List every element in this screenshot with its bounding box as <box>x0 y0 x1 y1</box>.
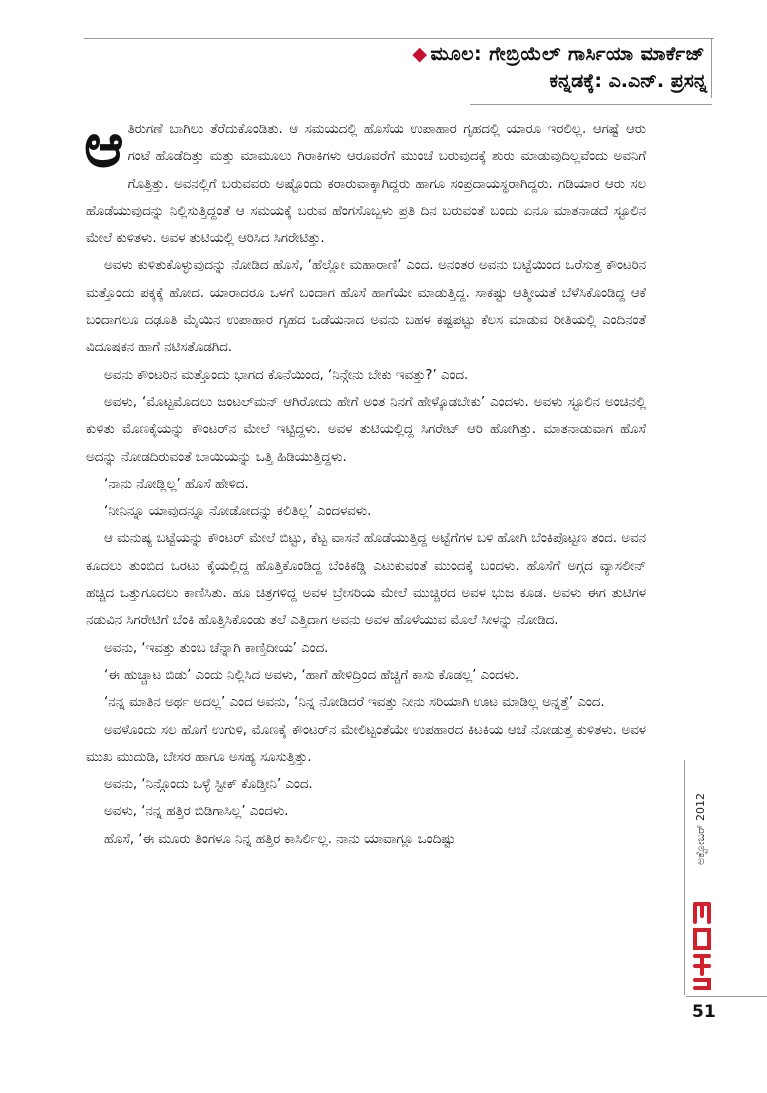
paragraph: ಹೊಸೆ, ‘ಈ ಮೂರು ತಿಂಗಳೂ ನಿನ್ನ ಹತ್ತಿರ ಕಾಸಿರ್ಲಿಲ್ಲ. ನಾನು ಯಾವಾಗ್ಲೂ ಒಂದಿಷ್ಟು <box>104 831 456 847</box>
sidebar-rule <box>684 760 685 995</box>
drop-cap: ಆ <box>84 111 124 181</box>
page-number: 51 <box>692 1002 716 1022</box>
paragraph: ಆ ಮನುಷ್ಯ ಬಟ್ಟೆಯನ್ನು ಕೌಂಟರ್ ಮೇಲೆ ಬಿಟ್ಟು, ಕೆಟ್ಟ ವಾಸನೆ ಹೊಡೆಯುತ್ತಿದ್ದ ಅಟ್ಟೆಗೆಗಳ ಬಳಿ ಹೋಗಿ ಬೆಂಕಿಪೊಟ್ಟಣ ತಂದ. ಅವನ ಕೂದಲು ತುಂಬಿದ ಒರಟು ಕೈಯಲ್ಲಿದ್ದ ಹೊತ್ತಿಕೊಂಡಿದ್ದ ಬೆಂಕಿಕಡ್ಡಿ ಎಟುಕುವಂತೆ ಮುಂದಕ್ಕೆ ಬಂದಳು. ಹೊಸೆಗೆ ಅಗ್ಗದ ವ್ಯಾಸಲೀನ್ ಹಚ್ಚಿದ ಒತ್ತುಗೂದಲು ಕಾಣಿಸಿತು. ಹೂ ಚಿತ್ರಗಳಿದ್ದ ಅವಳ ಬ್ರೇಸರಿಯ ಮೇಲೆ ಮುಚ್ಚಿರದ ಅವಳ ಭುಜ ಕೂಡ. ಅವಳು ಈಗ ತುಟಿಗಳ ನಡುವಿನ ಸಿಗರೇಟಿಗೆ ಬೆಂಕಿ ಹೊತ್ತಿಸಿಕೊಂಡು ತಲೆ ಎತ್ತಿದಾಗ ಅವನು ಅವಳ ಹೊಳೆಯುವ ಮೊಲೆ ಸೀಳನ್ನು ನೋಡಿದ. <box>86 531 646 629</box>
paragraph: ‘ನನ್ನ ಮಾತಿನ ಅರ್ಥ ಅದಲ್ಲ’ ಎಂದ ಅವನು, ‘ನಿನ್ನ ನೋಡಿದರೆ ಇವತ್ತು ನೀನು ಸರಿಯಾಗಿ ಊಟ ಮಾಡಿಲ್ಲ ಅನ್ನತ್ತೆ’ ಎಂದ. <box>104 695 605 711</box>
paragraph <box>84 111 646 252</box>
header-rule <box>84 38 714 39</box>
footer-rule <box>686 996 767 997</box>
diamond-bullet-icon: ◆ <box>412 43 428 65</box>
paragraph: ‘ನೀನಿನ್ನೂ ಯಾವುದನ್ನೂ ನೋಡೋದನ್ನು ಕಲಿತಿಲ್ಲ’ ಎಂದಳವಳು. <box>104 504 372 520</box>
magazine-logo <box>691 900 713 990</box>
issue-date: ಅಕ್ಟೋಬರ್ 2012 <box>694 793 707 865</box>
header-vertical-rule <box>711 38 712 98</box>
byline-rule <box>470 104 712 105</box>
paragraph: ಅವನು ಕೌಂಟರಿನ ಮತ್ತೊಂದು ಭಾಗದ ಕೊನೆಯಿಂದ, ‘ನಿನ್ಗೇನು ಬೇಕು ಇವತ್ತು?’ ಎಂದ. <box>104 367 469 383</box>
paragraph: ಅವನು, ‘ಇವತ್ತು ತುಂಬ ಚೆನ್ನಾಗಿ ಕಾಣ್ತಿದೀಯ’ ಎಂದ. <box>104 640 329 656</box>
paragraph: ಅವಳು, ‘ಮೊಟ್ಟಮೊದಲು ಜಂಟಲ್‌ಮನ್ ಆಗಿರೋದು ಹೇಗೆ ಅಂತ ನಿನಗೆ ಹೇಳ್ಕೊಡಬೇಕು’ ಎಂದಳು. ಅವಳು ಸ್ಟೂಲಿನ ಅಂಚಿನಲ್ಲಿ ಕುಳಿತು ಮೊಣಕೈಯನ್ನು ಕೌಂಟರ್‌ನ ಮೇಲೆ ಇಟ್ಟಿದ್ದಳು. ಅವಳ ತುಟಿಯಲ್ಲಿದ್ದ ಸಿಗರೇಟ್ ಆರಿ ಹೋಗಿತ್ತು. ಮಾತನಾಡುವಾಗ ಹೊಸೆ ಅದನ್ನು ನೋಡದಿರುವಂತೆ ಬಾಯಿಯನ್ನು ಒತ್ತಿ ಹಿಡಿಯುತ್ತಿದ್ದಳು. <box>86 394 646 465</box>
paragraph: ‘ಈ ಹುಚ್ಚಾಟ ಬಿಡು’ ಎಂದು ನಿಲ್ಲಿಸಿದ ಅವಳು, ‘ಹಾಗೆ ಹೇಳಿದ್ರಿಂದ ಹೆಚ್ಚಿಗೆ ಕಾಸು ಕೊಡಲ್ಲ’ ಎಂದಳು. <box>104 667 520 683</box>
paragraph-text: ತಿರುಗಣೆ ಬಾಗಿಲು ತೆರೆದುಕೊಂಡಿತು. ಆ ಸಮಯದಲ್ಲಿ ಹೊಸೆಯ ಉಪಾಹಾರ ಗೃಹದಲ್ಲಿ ಯಾರೂ ಇರಲಿಲ್ಲ. ಆಗಷ್ಟೆ ಆರು ಗಂಟೆ ಹೊಡೆದಿತ್ತು ಮತ್ತು ಮಾಮೂಲು ಗಿರಾಕಿಗಳು ಆರೂವರೆಗೆ ಮುಂಚೆ ಬರುವುದಕ್ಕೆ ಶುರು ಮಾಡುವುದಿಲ್ಲವೆಂದು ಅವನಿಗೆ ಗೊತ್ತಿತ್ತು. ಅವನಲ್ಲಿಗೆ ಬರುವವರು ಅಷ್ಟೊಂದು ಕರಾರುವಾಕ್ಕಾಗಿದ್ದರು ಹಾಗೂ ಸಂಪ್ರದಾಯಸ್ಥರಾಗಿದ್ದರು. ಗಡಿಯಾರ ಆರು ಸಲ ಹೊಡೆಯುವುದನ್ನು ನಿಲ್ಲಿಸುತ್ತಿದ್ದಂತೆ ಆ ಸಮಯಕ್ಕೆ ಬರುವ ಹೆಂಗಸೊಬ್ಬಳು ಪ್ರತಿ ದಿನ ಬರುವಂತೆ ಬಂದು ಏನೂ ಮಾತನಾಡದೆ ಸ್ಟೂಲಿನ ಮೇಲೆ ಕುಳಿತಳು. ಅವಳ ತುಟಿಯಲ್ಲಿ ಆರಿಸಿದ ಸಿಗರೇಟಿತ್ತು. <box>86 122 646 247</box>
translator-credit: ಕನ್ನಡಕ್ಕೆ: ಎ.ಎನ್. ಪ್ರಸನ್ನ <box>549 70 707 92</box>
article-body <box>84 111 646 853</box>
author-credit <box>412 43 705 65</box>
paragraph: ಅವಳು, ‘ನನ್ನ ಹತ್ತಿರ ಬಿಡಿಗಾಸಿಲ್ಲ’ ಎಂದಳು. <box>104 804 289 820</box>
paragraph: ಅವಳು ಕುಳಿತುಕೊಳ್ಳುವುದನ್ನು ನೋಡಿದ ಹೊಸೆ, ‘ಹೆಲ್ಲೋ ಮಹಾರಾಣಿ’ ಎಂದ. ಅನಂತರ ಅವನು ಬಟ್ಟೆಯಿಂದ ಒರೆಸುತ್ತ ಕೌಂಟರಿನ ಮತ್ತೊಂದು ಪಕ್ಕಕ್ಕೆ ಹೋದ. ಯಾರಾದರೂ ಒಳಗೆ ಬಂದಾಗ ಹೊಸೆ ಹಾಗೆಯೇ ಮಾಡುತ್ತಿದ್ದ. ಸಾಕಷ್ಟು ಆತ್ಮೀಯತೆ ಬೆಳೆಸಿಕೊಂಡಿದ್ದ ಆಕೆ ಬಂದಾಗಲೂ ದಢೂತಿ ಮೈಯಿನ ಉಪಾಹಾರ ಗೃಹದ ಒಡೆಯನಾದ ಅವನು ಬಹಳ ಕಷ್ಟಪಟ್ಟು ಕೆಲಸ ಮಾಡುವ ರೀತಿಯಲ್ಲಿ ಎಂದಿನಂತೆ ವಿದೂಷಕನ ಹಾಗೆ ನಟಿಸತೊಡಗಿದ. <box>86 258 646 356</box>
author-text: ಮೂಲ: ಗೇಬ್ರಿಯೆಲ್ ಗಾರ್ಸಿಯಾ ಮಾರ್ಕೆಜ್ <box>430 43 705 65</box>
paragraph: ಅವನು, ‘ನಿನ್ಗೊಂದು ಒಳ್ಳೆ ಸ್ಟೀಕ್ ಕೊಡ್ತೀನಿ’ ಎಂದ. <box>104 777 313 793</box>
magazine-masthead <box>691 770 715 990</box>
paragraph: ‘ನಾನು ನೋಡ್ಲಿಲ್ಲ’ ಹೊಸೆ ಹೇಳಿದ. <box>104 476 249 492</box>
paragraph: ಅವಳೊಂದು ಸಲ ಹೊಗೆ ಉಗುಳಿ, ಮೊಣಕೈ ಕೌಂಟರ್‌ನ ಮೇಲಿಟ್ಟಂತೆಯೇ ಉಪಹಾರದ ಕಿಟಕಿಯ ಆಚೆ ನೋಡುತ್ತ ಕುಳಿತಳು. ಅವಳ ಮುಖ ಮುದುಡಿ, ಬೇಸರ ಹಾಗೂ ಅಸಹ್ಯ ಸೂಸುತ್ತಿತ್ತು. <box>86 722 646 765</box>
